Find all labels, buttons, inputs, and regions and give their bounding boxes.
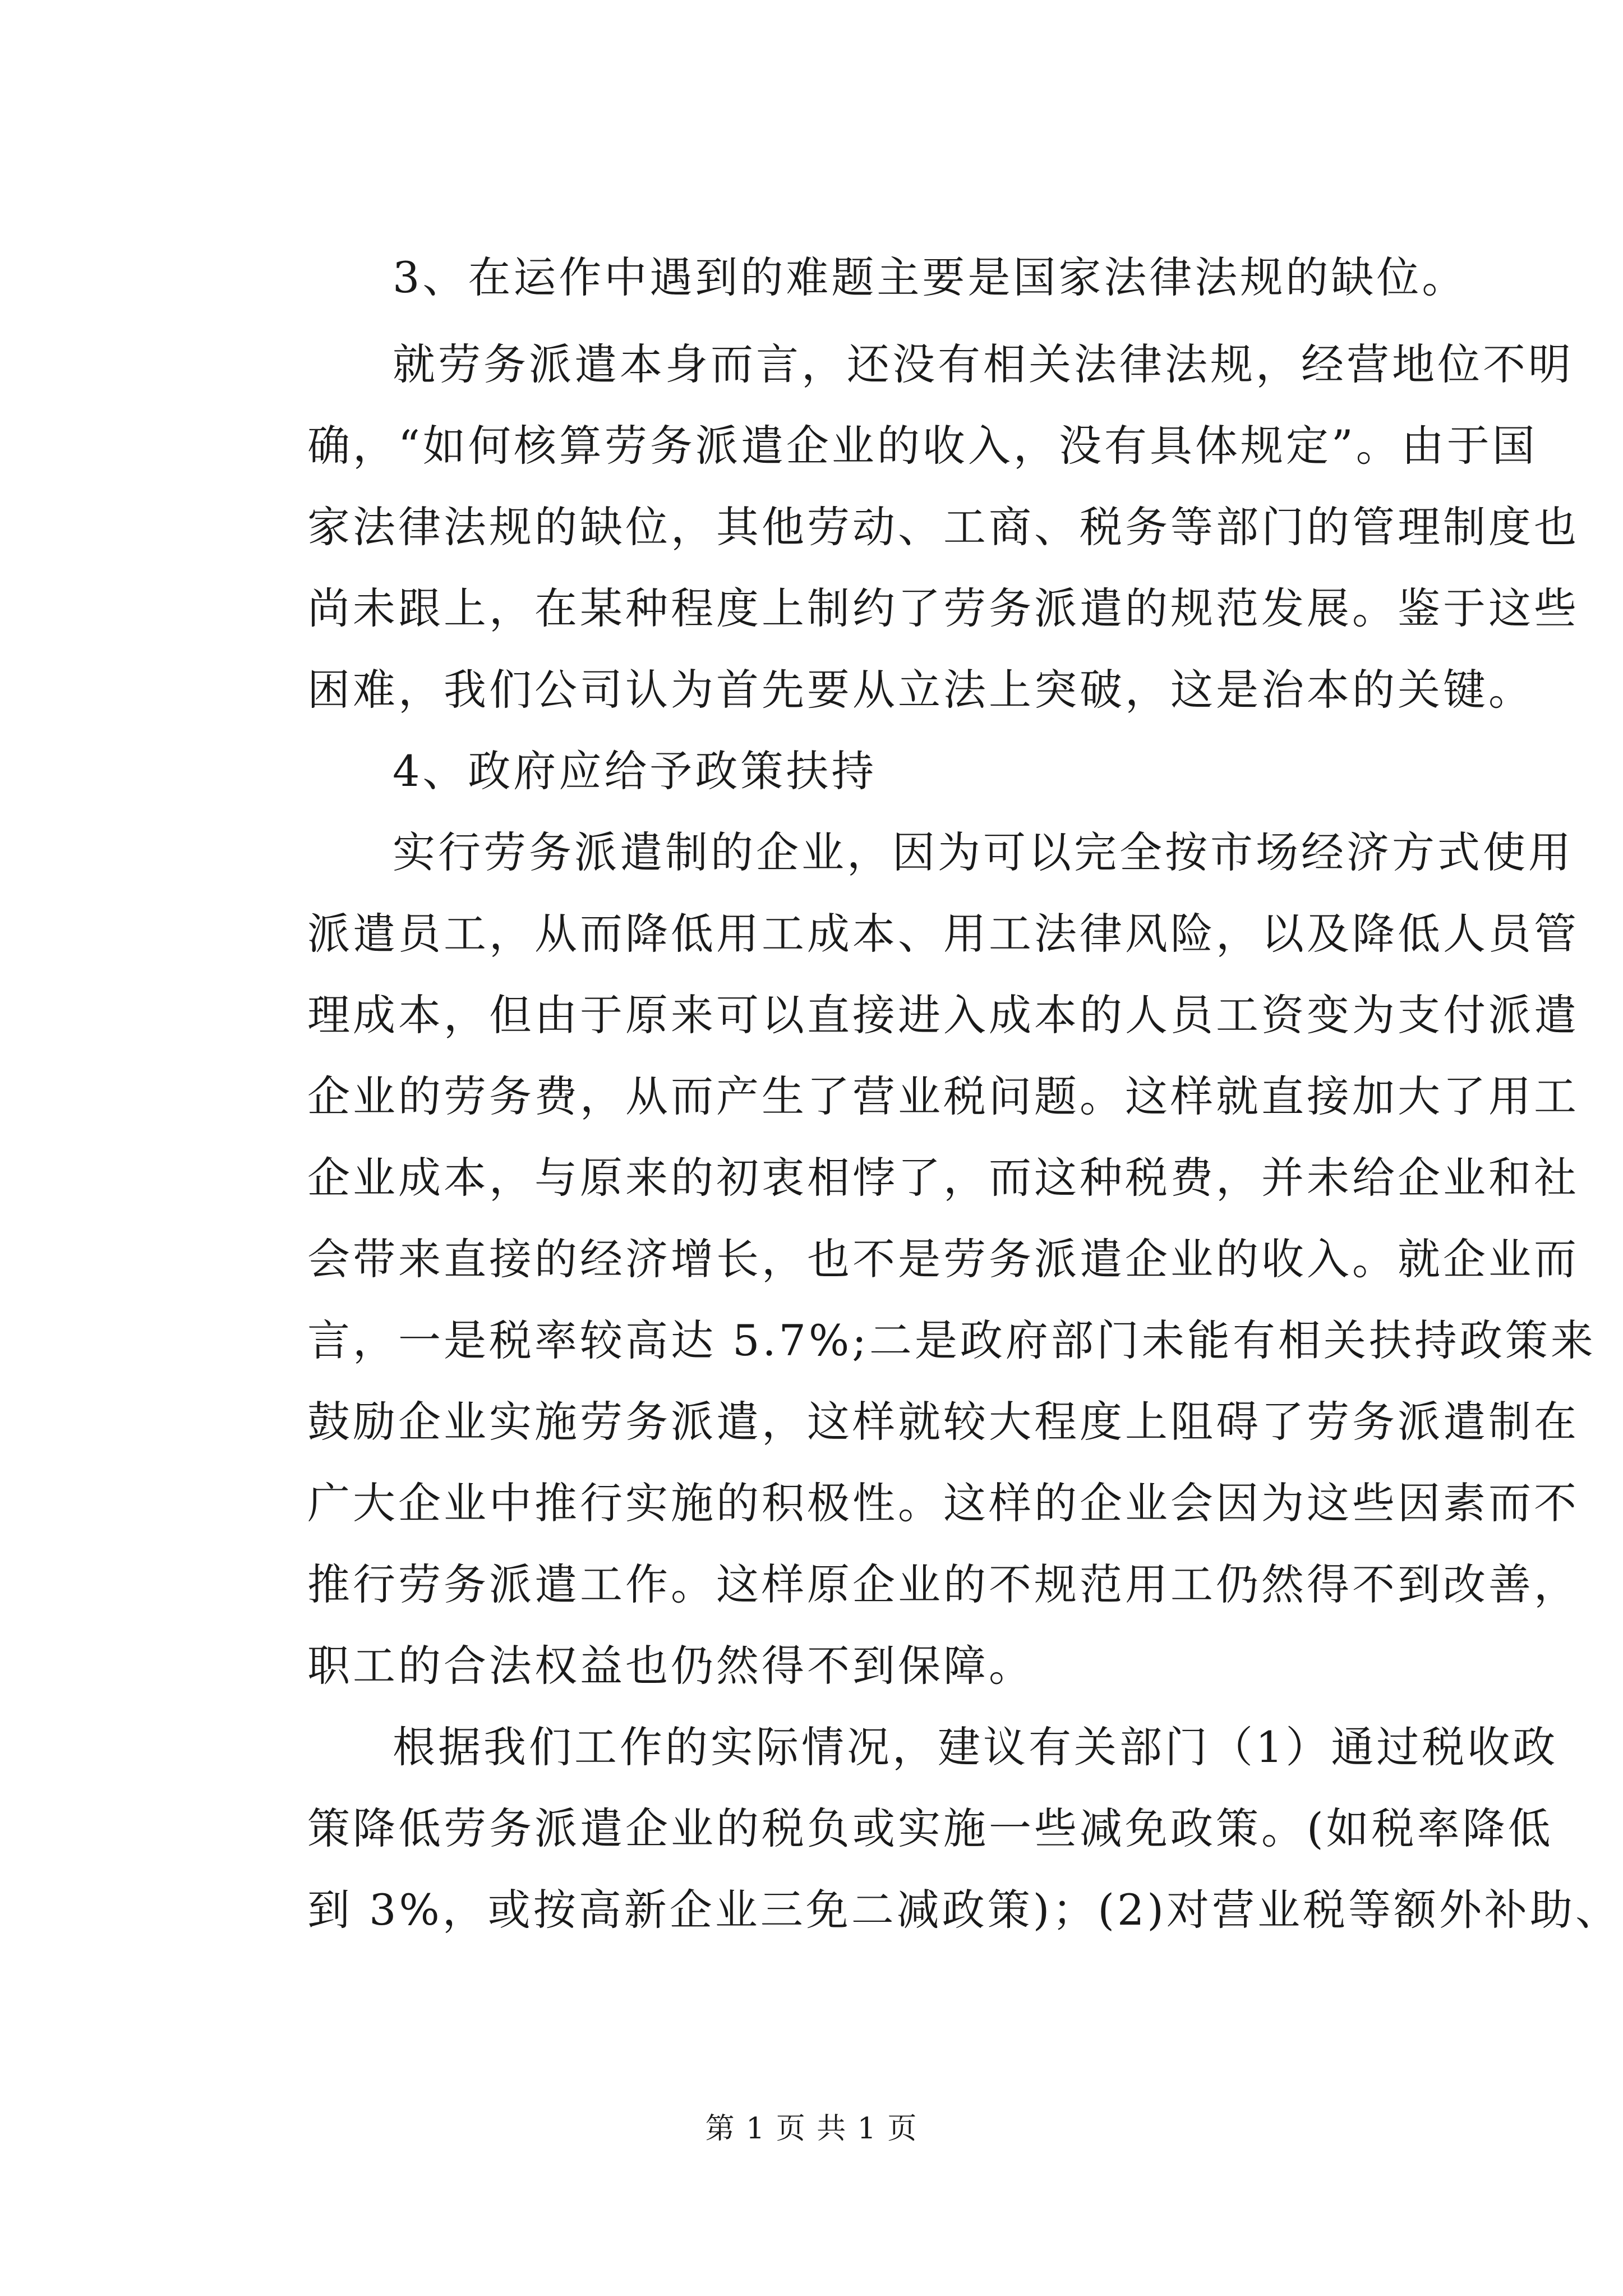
- paragraph-line: 家法律法规的缺位，其他劳动、工商、税务等部门的管理制度也: [307, 502, 1579, 552]
- paragraph-line: 策降低劳务派遣企业的税负或实施一些减免政策。(如税率降低: [307, 1803, 1553, 1853]
- heading-item-3: 3、在运作中遇到的难题主要是国家法律法规的缺位。: [393, 252, 1468, 302]
- paragraph-line: 实行劳务派遣制的企业，因为可以完全按市场经济方式使用: [393, 827, 1574, 877]
- paragraph-line: 理成本，但由于原来可以直接进入成本的人员工资变为支付派遣: [307, 990, 1579, 1040]
- paragraph-line: 职工的合法权益也仍然得不到保障。: [307, 1641, 1034, 1691]
- paragraph-line: 困难，我们公司认为首先要从立法上突破，这是治本的关键。: [307, 665, 1534, 715]
- paragraph-line: 派遣员工，从而降低用工成本、用工法律风险，以及降低人员管: [307, 909, 1579, 959]
- paragraph-line: 会带来直接的经济增长，也不是劳务派遣企业的收入。就企业而: [307, 1234, 1579, 1284]
- paragraph-line: 企业成本，与原来的初衷相悖了，而这种税费，并未给企业和社: [307, 1153, 1579, 1203]
- paragraph-line: 尚未跟上，在某种程度上制约了劳务派遣的规范发展。鉴于这些: [307, 583, 1579, 633]
- page-footer: 第 1 页 共 1 页: [705, 2112, 918, 2146]
- paragraph-line: 广大企业中推行实施的积极性。这样的企业会因为这些因素而不: [307, 1478, 1579, 1528]
- paragraph-line: 就劳务派遣本身而言，还没有相关法律法规，经营地位不明: [393, 339, 1574, 389]
- paragraph-line: 企业的劳务费，从而产生了营业税问题。这样就直接加大了用工: [307, 1071, 1579, 1121]
- paragraph-line: 根据我们工作的实际情况，建议有关部门（1）通过税收政: [393, 1722, 1559, 1772]
- paragraph-line: 鼓励企业实施劳务派遣，这样就较大程度上阻碍了劳务派遣制在: [307, 1397, 1579, 1447]
- heading-item-4: 4、政府应给予政策扶持: [393, 746, 877, 796]
- paragraph-line: 确，“如何核算劳务派遣企业的收入，没有具体规定”。由于国: [307, 421, 1538, 471]
- paragraph-line: 言，一是税率较高达 5.7%;二是政府部门未能有相关扶持政策来: [307, 1315, 1596, 1365]
- paragraph-line: 到 3%，或按高新企业三免二减政策)；(2)对营业税等额外补助、: [307, 1885, 1621, 1935]
- paragraph-line: 推行劳务派遣工作。这样原企业的不规范用工仍然得不到改善，: [307, 1559, 1579, 1609]
